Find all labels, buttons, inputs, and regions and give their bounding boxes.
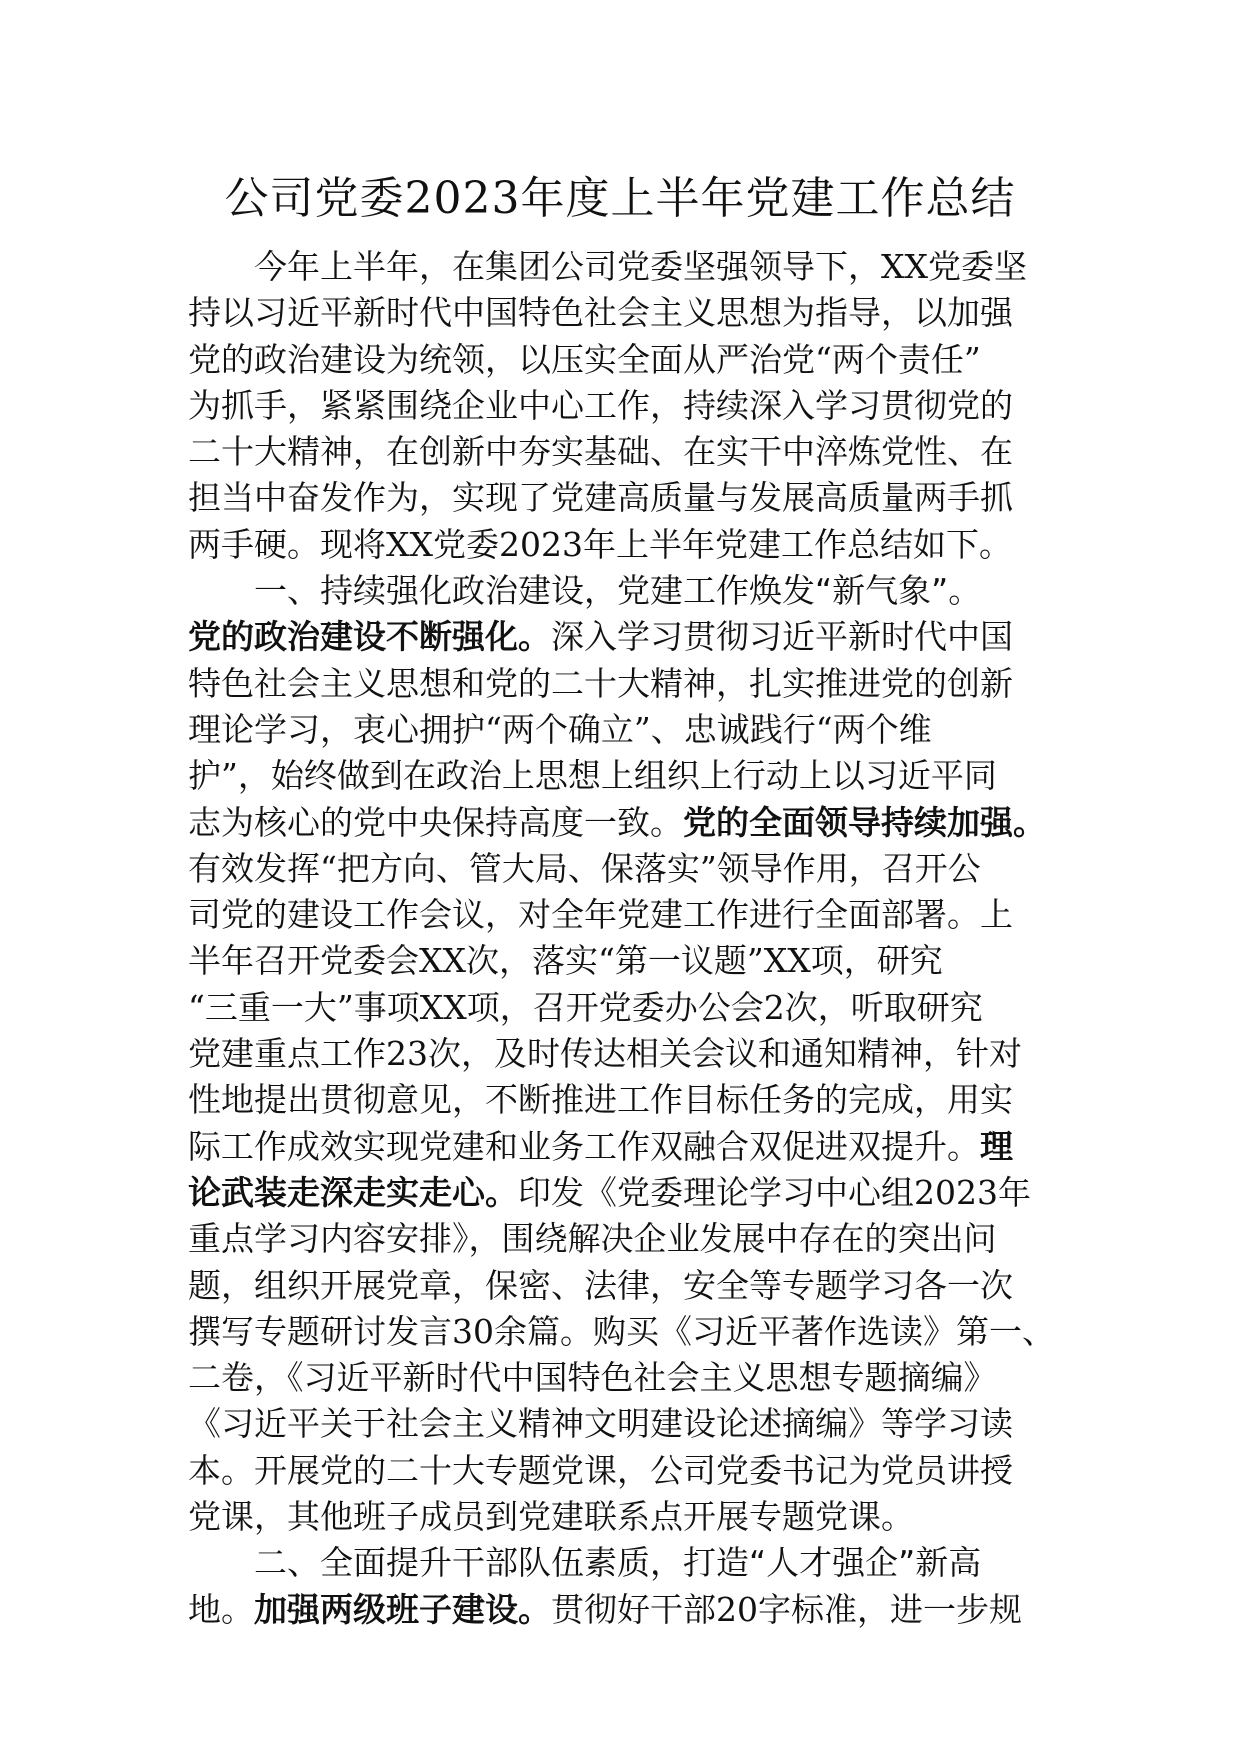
- body-line: [188, 846, 1058, 892]
- text-run: 一、持续强化政治建设，党建工作焕发“新气象”。: [254, 571, 982, 611]
- text-run: 今年上半年，在集团公司党委坚强领导下，XX党委坚: [254, 247, 1027, 286]
- body-line: [188, 938, 1058, 984]
- body-line: [188, 1401, 1058, 1447]
- text-run: 持以习近平新时代中国特色社会主义思想为指导，以加强: [188, 293, 1013, 333]
- body-line: [188, 614, 1058, 660]
- text-run: 有效发挥“把方向、管大局、保落实”领导作用，召开公: [188, 848, 981, 888]
- body-line: [188, 1216, 1058, 1262]
- section-heading-line: [188, 568, 1058, 614]
- text-run: 党建重点工作23次，及时传达相关会议和通知精神，针对: [188, 1034, 1022, 1074]
- text-run: 党的政治建设为统领，以压实全面从严治党“两个责任”: [188, 339, 981, 379]
- text-run: 题，组织开展党章，保密、法律，安全等专题学习各一次: [188, 1265, 1013, 1305]
- text-run: 党课，其他班子成员到党建联系点开展专题党课。: [188, 1497, 914, 1537]
- text-run: 《习近平关于社会主义精神文明建设论述摘编》等学习读: [188, 1404, 1013, 1444]
- body-line: [188, 892, 1058, 938]
- body-line: [188, 244, 1058, 290]
- body-line: [188, 337, 1058, 383]
- body-line: [188, 1309, 1058, 1355]
- text-run: 撰写专题研讨发言30余篇。购买《习近平著作选读》第一、: [188, 1311, 1055, 1351]
- document-body: [188, 244, 1058, 1633]
- text-run: 特色社会主义思想和党的二十大精神，扎实推进党的创新: [188, 663, 1013, 703]
- body-line: [188, 1494, 1058, 1540]
- text-run: 性地提出贯彻意见，不断推进工作目标任务的完成，用实: [188, 1080, 1013, 1120]
- body-line: [188, 522, 1058, 568]
- body-line: [188, 985, 1058, 1031]
- text-run: 为抓手，紧紧围绕企业中心工作，持续深入学习贯彻党的: [188, 385, 1013, 425]
- body-line: [188, 475, 1058, 521]
- body-line: [188, 1077, 1058, 1123]
- body-line: [188, 1124, 1058, 1170]
- text-run: 贯彻好干部20字标准，进一步规: [551, 1589, 1022, 1629]
- text-run: 深入学习贯彻习近平新时代中国: [551, 617, 1013, 657]
- body-line: [188, 1448, 1058, 1494]
- text-run: 理论学习，衷心拥护“两个确立”、忠诚践行“两个维: [188, 709, 932, 749]
- body-line: [188, 707, 1058, 753]
- body-line: [188, 800, 1058, 846]
- body-line: [188, 1031, 1058, 1077]
- bold-lead-phrase: 理: [980, 1126, 1013, 1166]
- text-run: 际工作成效实现党建和业务工作双融合双促进双提升。: [188, 1126, 980, 1166]
- body-line: [188, 753, 1058, 799]
- bold-lead-phrase: 党的全面领导持续加强。: [683, 802, 1046, 842]
- text-run: 半年召开党委会XX次，落实“第一议题”XX项，研究: [188, 941, 943, 981]
- text-run: 二、全面提升干部队伍素质，打造“人才强企”新高: [254, 1543, 982, 1583]
- text-run: 两手硬。现将XX党委2023年上半年党建工作总结如下。: [188, 524, 1012, 564]
- bold-lead-phrase: 论武装走深走实走心。: [188, 1172, 518, 1212]
- body-line: [188, 661, 1058, 707]
- text-run: 二卷，《习近平新时代中国特色社会主义思想专题摘编》: [188, 1358, 997, 1398]
- document-title: 公司党委2023年度上半年党建工作总结: [224, 173, 1016, 224]
- text-run: 印发《党委理论学习中心组2023年: [518, 1172, 1031, 1212]
- body-line: [188, 290, 1058, 336]
- body-line: [188, 1263, 1058, 1309]
- text-run: 担当中奋发作为，实现了党建高质量与发展高质量两手抓: [188, 478, 1013, 518]
- text-run: 本。开展党的二十大专题党课，公司党委书记为党员讲授: [188, 1450, 1013, 1490]
- body-line: [188, 1170, 1058, 1216]
- text-run: “三重一大”事项XX项，召开党委办公会2次，听取研究: [188, 987, 983, 1027]
- body-line: [188, 1587, 1058, 1633]
- bold-lead-phrase: 党的政治建设不断强化。: [188, 617, 551, 657]
- text-run: 二十大精神，在创新中夯实基础、在实干中淬炼党性、在: [188, 432, 1013, 472]
- text-run: 地。: [188, 1589, 254, 1629]
- text-run: 志为核心的党中央保持高度一致。: [188, 802, 683, 842]
- bold-lead-phrase: 加强两级班子建设。: [254, 1589, 551, 1629]
- text-run: 重点学习内容安排》，围绕解决企业发展中存在的突出问: [188, 1219, 997, 1259]
- text-run: 司党的建设工作会议，对全年党建工作进行全面部署。上: [188, 895, 1013, 935]
- body-line: [188, 383, 1058, 429]
- text-run: 护”，始终做到在政治上思想上组织上行动上以习近平同: [188, 756, 997, 796]
- section-heading-line: [188, 1540, 1058, 1586]
- body-line: [188, 1355, 1058, 1401]
- body-line: [188, 429, 1058, 475]
